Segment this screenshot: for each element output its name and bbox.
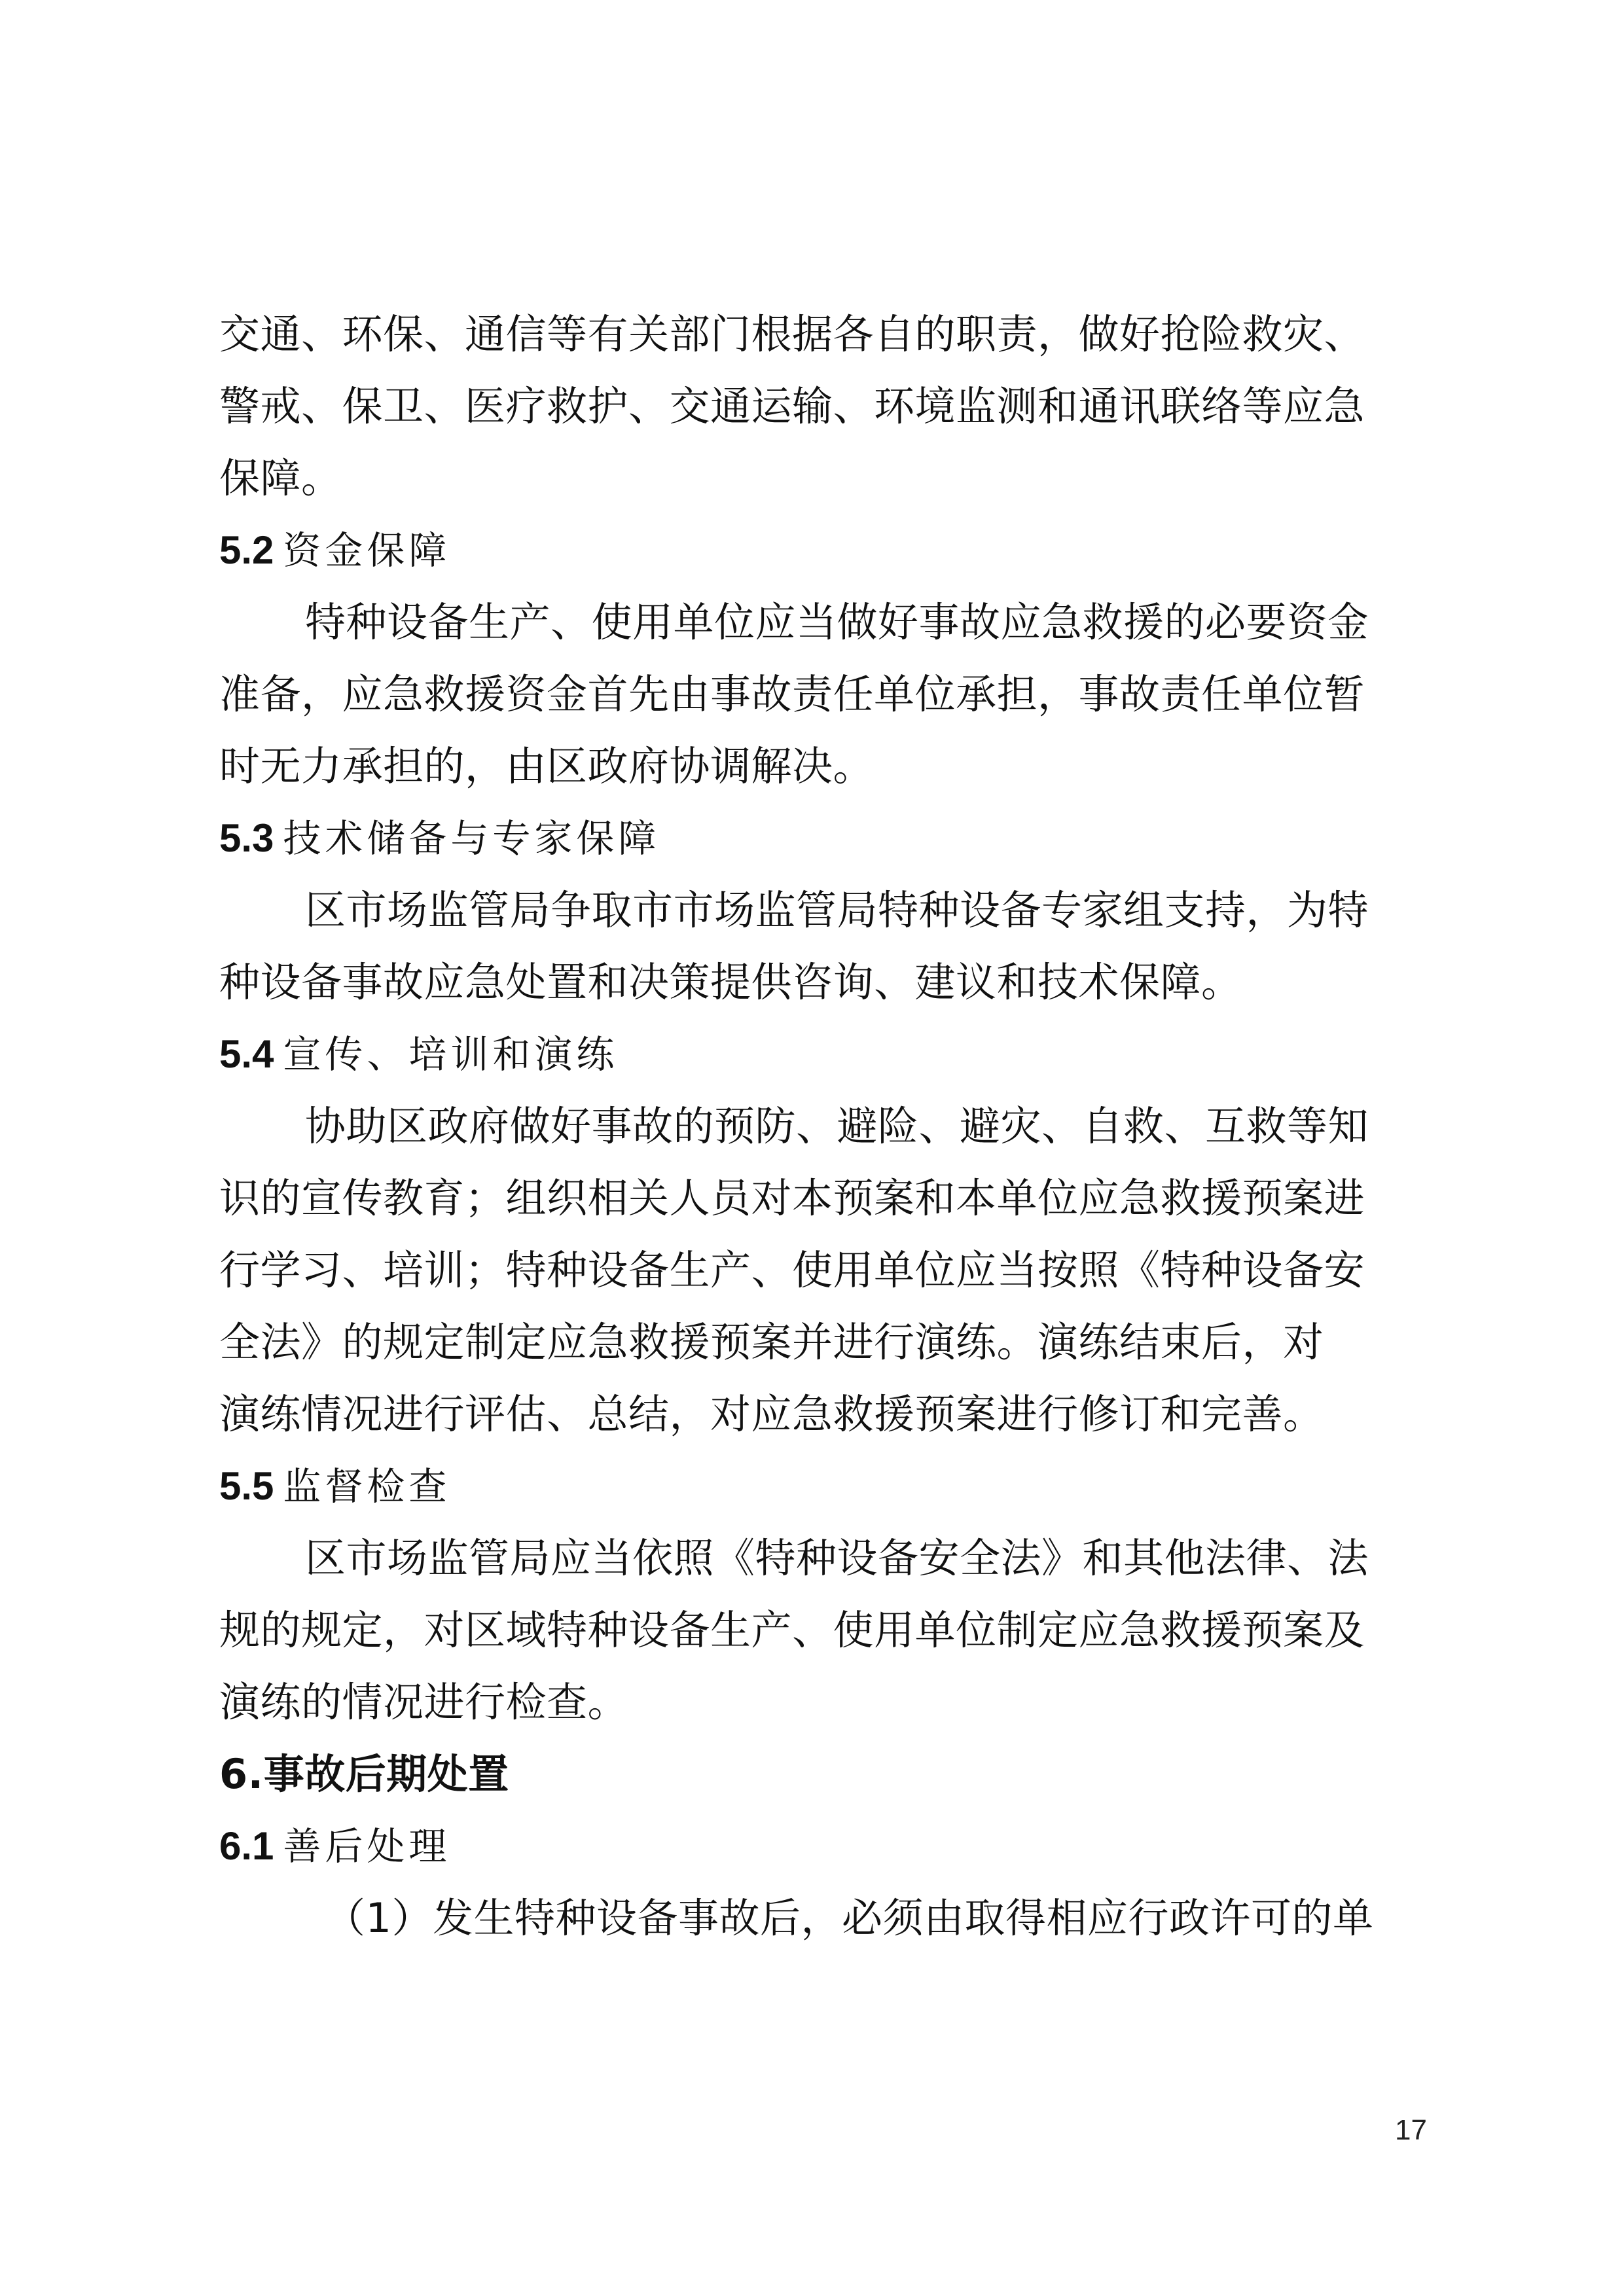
section-heading-5-5	[219, 1450, 1417, 1522]
chapter-heading-6: 6.事故后期处置	[219, 1750, 509, 1798]
body-line: （1）发生特种设备事故后，必须由取得相应行政许可的单	[325, 1894, 1374, 1942]
body-line: 演练的情况进行检查。	[219, 1678, 629, 1726]
section-heading-6-1	[219, 1810, 1417, 1882]
section-number: 5.3	[219, 816, 274, 860]
body-line: 特种设备生产、使用单位应当做好事故应急救援的必要资金	[305, 598, 1369, 646]
body-line: 全法》的规定制定应急救援预案并进行演练。演练结束后，对	[219, 1318, 1324, 1366]
page-number: 17	[1395, 2114, 1427, 2146]
section-title: 资金保障	[283, 528, 451, 573]
section-heading-5-4	[219, 1018, 1417, 1090]
body-line: 识的宣传教育；组织相关人员对本预案和本单位应急救援预案进	[219, 1174, 1365, 1222]
body-line: 区市场监管局应当依照《特种设备安全法》和其他法律、法	[305, 1534, 1369, 1582]
section-number: 5.4	[219, 1032, 274, 1076]
section-number: 5.2	[219, 528, 274, 572]
section-number: 5.5	[219, 1464, 274, 1508]
section-number: 6.1	[219, 1824, 274, 1868]
body-line: 保障。	[219, 454, 342, 502]
body-line: 准备，应急救援资金首先由事故责任单位承担，事故责任单位暂	[219, 670, 1365, 718]
body-line: 行学习、培训；特种设备生产、使用单位应当按照《特种设备安	[219, 1246, 1365, 1294]
body-line: 规的规定，对区域特种设备生产、使用单位制定应急救援预案及	[219, 1606, 1365, 1654]
section-title: 善后处理	[283, 1824, 451, 1869]
body-line: 警戒、保卫、医疗救护、交通运输、环境监测和通讯联络等应急	[219, 382, 1365, 430]
section-title: 宣传、培训和演练	[283, 1032, 619, 1077]
body-line: 协助区政府做好事故的预防、避险、避灾、自救、互救等知	[305, 1102, 1369, 1150]
section-title: 监督检查	[283, 1464, 451, 1509]
body-line: 演练情况进行评估、总结，对应急救援预案进行修订和完善。	[219, 1390, 1324, 1438]
body-line: 交通、环保、通信等有关部门根据各自的职责，做好抢险救灾、	[219, 310, 1365, 358]
body-line: 时无力承担的，由区政府协调解决。	[219, 742, 875, 790]
section-title: 技术储备与专家保障	[283, 816, 660, 861]
section-heading-5-2	[219, 514, 1417, 586]
body-line: 种设备事故应急处置和决策提供咨询、建议和技术保障。	[219, 958, 1242, 1006]
section-heading-5-3	[219, 802, 1417, 874]
body-line: 区市场监管局争取市市场监管局特种设备专家组支持，为特	[305, 886, 1369, 934]
